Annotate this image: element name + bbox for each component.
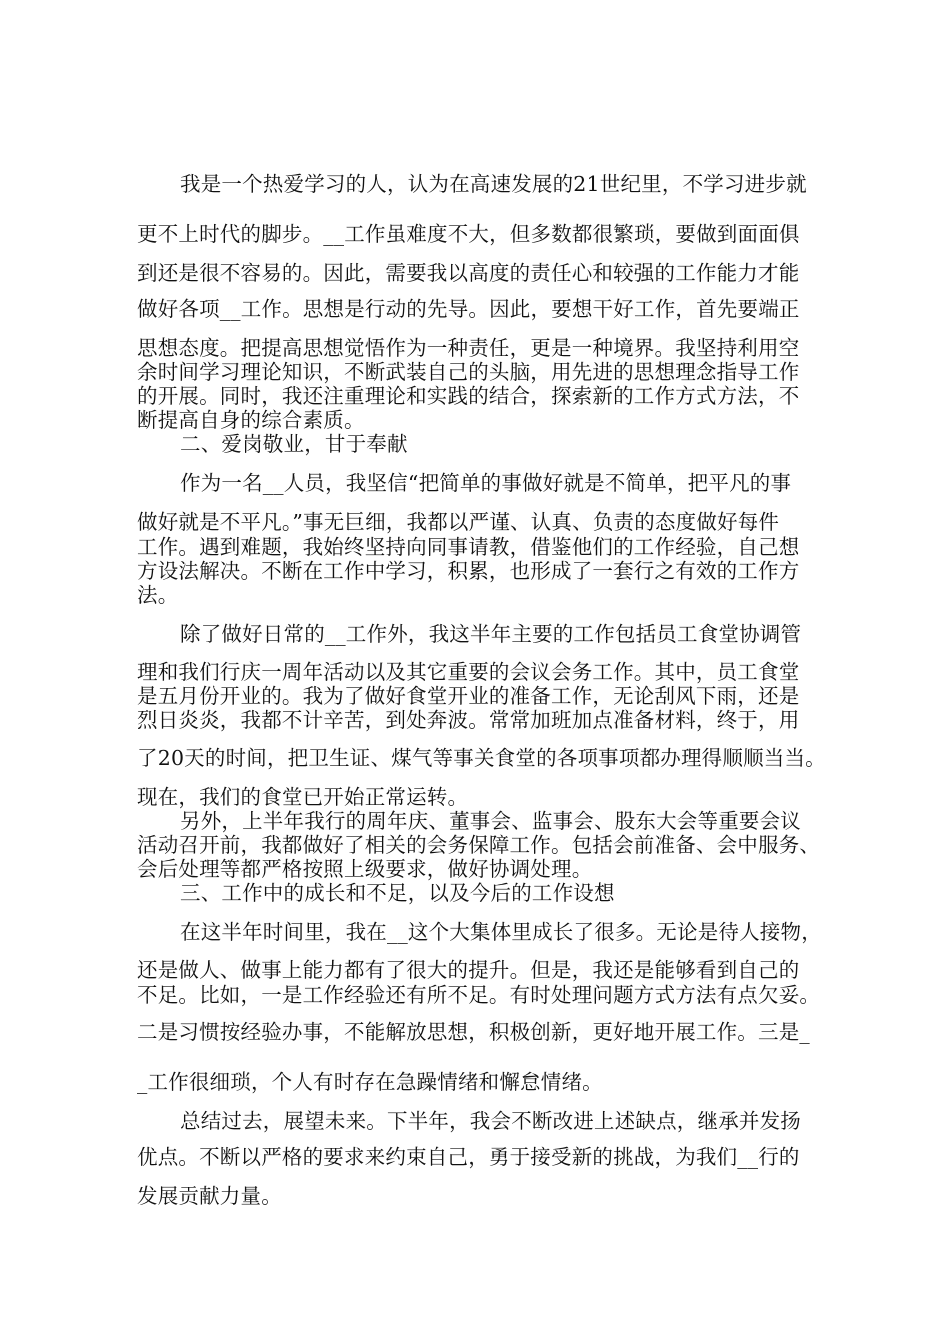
paragraph-line: 还是做人、做事上能力都有了很大的提升。但是，我还是能够看到自己的 [137, 958, 800, 982]
paragraph-line: 会后处理等都严格按照上级要求，做好协调处理。 [137, 857, 593, 881]
paragraph-line: _工作很细琐，个人有时存在急躁情绪和懈怠情绪。 [137, 1070, 603, 1094]
section-heading: 二、爱岗敬业，甘于奉献 [180, 432, 408, 456]
paragraph-line: 余时间学习理论知识，不断武装自己的头脑，用先进的思想理念指导工作 [137, 360, 800, 384]
paragraph-line: 理和我们行庆一周年活动以及其它重要的会议会务工作。其中，员工食堂 [137, 660, 800, 684]
paragraph-line: 更不上时代的脚步。__工作虽难度不大，但多数都很繁琐，要做到面面俱 [137, 222, 800, 246]
paragraph-line: 另外，上半年我行的周年庆、董事会、监事会、股东大会等重要会议 [180, 809, 801, 833]
paragraph-line: 做好就是不平凡。”事无巨细，我都以严谨、认真、负责的态度做好每件 [137, 510, 780, 534]
section-heading: 三、工作中的成长和不足，以及今后的工作设想 [180, 881, 615, 905]
paragraph-line: 做好各项__工作。思想是行动的先导。因此，要想干好工作，首先要端正 [137, 297, 800, 321]
paragraph-line: 法。 [137, 583, 179, 607]
paragraph-line: 烈日炎炎，我都不计辛苦，到处奔波。常常加班加点准备材料，终于，用 [137, 708, 800, 732]
paragraph-line: 了20天的时间，把卫生证、煤气等事关食堂的各项事项都办理得顺顺当当。 [137, 746, 826, 770]
paragraph-line: 总结过去，展望未来。下半年，我会不断改进上述缺点，继承并发扬 [180, 1109, 801, 1133]
paragraph-line: 断提高自身的综合素质。 [137, 408, 365, 432]
paragraph-line: 作为一名__人员，我坚信“把简单的事做好就是不简单，把平凡的事 [180, 471, 792, 495]
paragraph-line: 除了做好日常的__工作外，我这半年主要的工作包括员工食堂协调管 [180, 622, 802, 646]
paragraph-line: 是五月份开业的。我为了做好食堂开业的准备工作，无论刮风下雨，还是 [137, 684, 800, 708]
paragraph-line: 方设法解决。不断在工作中学习，积累，也形成了一套行之有效的工作方 [137, 559, 800, 583]
paragraph-line: 发展贡献力量。 [137, 1184, 282, 1208]
paragraph-line: 不足。比如，一是工作经验还有所不足。有时处理问题方式方法有点欠妥。 [137, 983, 821, 1007]
paragraph-line: 活动召开前，我都做好了相关的会务保障工作。包括会前准备、会中服务、 [137, 833, 821, 857]
paragraph-line: 的开展。同时，我还注重理论和实践的结合，探索新的工作方式方法，不 [137, 384, 800, 408]
paragraph-line: 思想态度。把提高思想觉悟作为一种责任，更是一种境界。我坚持利用空 [137, 336, 800, 360]
paragraph-line: 二是习惯按经验办事，不能解放思想，积极创新，更好地开展工作。三是_ [137, 1020, 810, 1044]
paragraph-line: 工作。遇到难题，我始终坚持向同事请教，借鉴他们的工作经验，自己想 [137, 535, 800, 559]
paragraph-line: 在这半年时间里，我在__这个大集体里成长了很多。无论是待人接物， [180, 920, 822, 944]
paragraph-line: 我是一个热爱学习的人，认为在高速发展的21世纪里，不学习进步就 [180, 172, 807, 196]
paragraph-line: 优点。不断以严格的要求来约束自己，勇于接受新的挑战，为我们__行的 [137, 1145, 800, 1169]
paragraph-line: 到还是很不容易的。因此，需要我以高度的责任心和较强的工作能力才能 [137, 261, 800, 285]
paragraph-line: 现在，我们的食堂已开始正常运转。 [137, 785, 469, 809]
